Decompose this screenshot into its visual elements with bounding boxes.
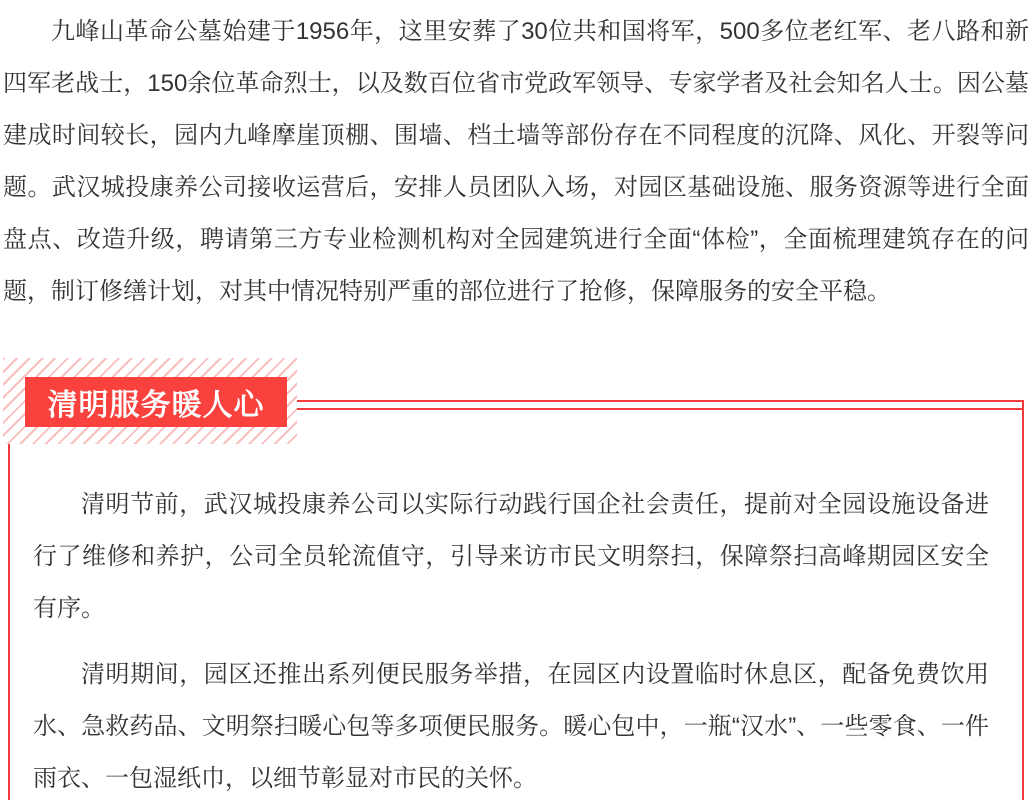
section-paragraph-2: 清明期间，园区还推出系列便民服务举措，在园区内设置临时休息区，配备免费饮用水、急救药品、文明祭扫暖心包等多项便民服务。暖心包中，一瓶“汉水”、一些零食、一件雨衣、一包湿纸巾，以细节彰显对市民的关怀。 xyxy=(33,661,989,792)
section-title-banner xyxy=(25,377,287,427)
section-title: 清明服务暖人心 xyxy=(47,389,265,422)
section-content xyxy=(33,479,989,800)
intro-paragraph: 九峰山革命公墓始建于1956年，这里安葬了30位共和国将军，500多位老红军、老八路和新四军老战士，150余位革命烈士，以及数百位省市党政军领导、专家学者及社会知名人士。因公墓建成时间较长，园内九峰摩崖顶棚、围墙、档土墙等部份存在不同程度的沉降、风化、开裂等问题。武汉城投康养公司接收运营后，安排人员团队入场，对园区基础设施、服务资源等进行全面盘点、改造升级，聘请第三方专业检测机构对全园建筑进行全面“体检”，全面梳理建筑存在的问题，制订修缮计划，对其中情况特别严重的部位进行了抢修，保障服务的安全平稳。 xyxy=(3,18,1029,305)
double-rule-decoration xyxy=(297,400,1022,410)
section-paragraph-1: 清明节前，武汉城投康养公司以实际行动践行国企社会责任，提前对全园设施设备进行了维修和养护，公司全员轮流值守，引导来访市民文明祭扫，保障祭扫高峰期园区安全有序。 xyxy=(33,491,989,622)
